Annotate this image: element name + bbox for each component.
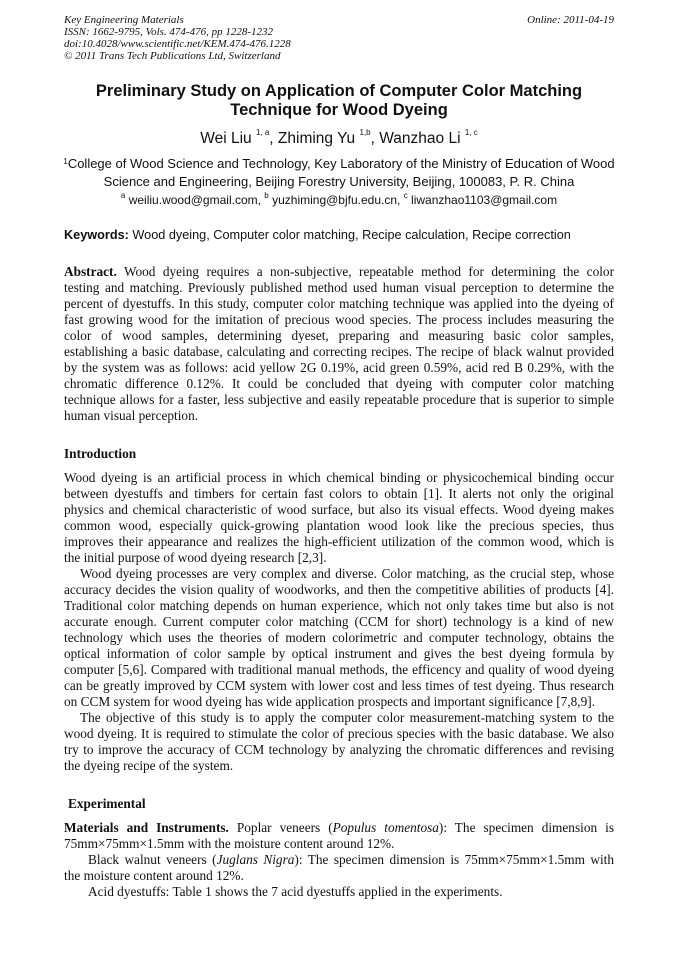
text-line [64,614,614,630]
introduction-body [64,470,614,774]
introduction-heading: Introduction [64,446,137,461]
email-sup: a [120,191,126,200]
aff-sup: 1 [63,157,68,166]
text-line [64,836,614,852]
text-run: ): The specimen dimension is [438,820,614,835]
text-line [64,312,614,328]
text-run: color of wood samples, determining dyeset, preparing and measuring basic color samples, [64,328,614,343]
text-line [64,376,614,392]
text-run: by the system was as follows: acid yellow 2G 0.19%, acid green 0.59%, acid red B 0.29%, with the [64,360,614,375]
text-line [64,598,614,614]
text-line [64,280,614,296]
italic-text: Populus tomentosa [332,820,439,835]
text-run: Wood dyeing is an artificial process in which chemical binding or physicochemical binding occur [64,470,614,485]
text-line [64,502,614,518]
text-line [64,742,614,758]
authors: Wei Liu $^{1, a}$, Zhiming Yu $^{1,b}$, Wanzhao Li $^{1, c}$ [200,128,478,147]
text-line [64,820,614,836]
text-run: establishing a basic database, calculating and correcting recipes. The recipe of black walnut provided [64,344,614,359]
aff-line: College of Wood Science and Technology, Key Laboratory of the Ministry of Education of Wood [67,156,615,171]
text-line [64,758,614,774]
text-run: physics and chemical characteristic of wood surface, but also its visual effects. Wood dyeing makes [64,502,614,517]
text-run: optical information of color sample by optical instrument and gives the best dyeing formula by [64,646,614,661]
text-line [64,486,614,502]
keywords [64,228,571,242]
text-line [64,884,614,900]
text-run: wood dyeing. It is required to stimulate the color of precious species with the basic database. We also [64,726,614,741]
text-run: chromatic difference 0.12%. It could be concluded that dyeing with computer color matching [64,376,614,391]
text-run: accuracy decides the vision quality of woodworks, and then the competitive abilities of products [4]. [64,582,614,597]
text-run: human visual perception. [64,408,199,423]
email-sup: c [403,191,408,200]
text-run: on CCM system for wood dyeing has wide application prospects and important significance [7,8,9]. [64,694,596,709]
italic-text: Juglans Nigra [216,852,295,867]
text-run: computer [5,6]. Compared with traditional manual methods, the efficency and quality of wood dyeing [64,662,614,677]
text-line [64,550,614,566]
text-run: between dyestuffs and timbers for certain fast colors to obtain [1]. It alerts not only the original [64,486,614,501]
text-run: Wood dyeing processes are very complex and diverse. Color matching, as the crucial step, whose [80,566,614,581]
abstract [64,264,614,424]
author-sup: 1, a [255,128,270,137]
author-name: Wanzhao Li [379,130,461,147]
text-line [64,662,614,678]
text-line [64,582,614,598]
text-run: common wood, especially quick-growing plantation wood look like the precious species, thus [64,518,614,533]
experimental-heading: Experimental [68,796,146,811]
running-header [64,14,291,62]
paper-title [40,82,638,120]
run-in-heading: Materials and Instruments. [64,820,229,835]
text-run: Poplar veneers ( [228,820,333,835]
text-run: Traditional color matching depends on human experience, which not only takes time but also is not [64,598,614,613]
author-sup: 1, c [464,128,478,137]
author-sup: 1,b [359,128,371,137]
text-run: Acid dyestuffs: Table 1 shows the 7 acid dyestuffs applied in the experiments. [88,884,503,899]
text-run: can be greatly improved by CCM system with lower cost and less times of test dyeing. Thus research [64,678,614,693]
text-run: 75mm×75mm×1.5mm with the moisture content around 12%. [64,836,395,851]
issn: ISSN: 1662-9795, Vols. 474-476, pp 1228-1232 [64,26,273,38]
text-run: the dyeing recipe of the system. [64,758,234,773]
text-run: the moisture content around 12%. [64,868,244,883]
email-link[interactable]: liwanzhao1103@gmail.com [411,193,558,207]
text-run: technique allows for a faster, less subjective and easily repeatable procedure that is superior to simple [64,392,614,407]
text-run: The objective of this study is to apply the computer color measurement-matching system to the [80,710,614,725]
text-line [64,852,614,868]
journal-name: Key Engineering Materials [64,14,184,26]
doi: doi:10.4028/www.scientific.net/KEM.474-476.1228 [64,38,291,50]
text-run: Wood dyeing requires a non-subjective, repeatable method for determining the color [116,264,614,279]
emails [40,193,638,207]
text-line [64,694,614,710]
text-run: percent of dyestuffs. In this study, computer color matching technique was applied into the dyeing of [64,296,614,311]
copyright: © 2011 Trans Tech Publications Ltd, Switzerland [64,50,281,62]
text-line [64,470,614,486]
email-link[interactable]: weiliu.wood@gmail.com, [128,193,261,207]
keywords-label: Keywords: [64,228,129,242]
text-run: the initial purpose of wood dyeing research [2,3]. [64,550,327,565]
author-name: Wei Liu [200,130,252,147]
keywords-text: Wood dyeing, Computer color matching, Recipe calculation, Recipe correction [132,228,571,242]
text-run: try to improve the accuracy of CCM technology by analyzing the chromatic differences and revising [64,742,614,757]
text-line [64,328,614,344]
text-line [64,630,614,646]
run-in-heading: Abstract. [64,264,117,279]
text-run: ): The specimen dimension is 75mm×75mm×1.5mm with [294,852,614,867]
title-line: Technique for Wood Dyeing [230,101,448,119]
text-line [64,646,614,662]
text-line [64,566,614,582]
text-line [64,726,614,742]
text-run: testing and matching. Previously published method used human visual perception to determine the [64,280,614,295]
online-date: Online: 2011-04-19 [527,14,614,26]
text-line [64,868,614,884]
email-link[interactable]: yuzhiming@bjfu.edu.cn, [272,193,401,207]
email-sup: b [264,191,269,200]
text-run: improves their appearance and realizes the high-efficient utilization of the common wood, which is [64,534,614,549]
text-run: fast growing wood for the imitation of precious wood species. The process includes measuring the [64,312,614,327]
text-line [64,518,614,534]
text-line [64,296,614,312]
affiliation [40,155,638,191]
title-line: Preliminary Study on Application of Computer Color Matching [95,82,583,100]
text-run: Black walnut veneers ( [88,852,217,867]
text-line [64,408,614,424]
text-line [64,264,614,280]
text-line [64,360,614,376]
text-line [64,392,614,408]
aff-line: Science and Engineering, Beijing Forestry University, Beijing, 100083, P. R. China [103,174,575,189]
text-run: technology which uses the theories of modern colorimetric and computer technology, obtains the [64,630,614,645]
text-line [64,678,614,694]
experimental-body [64,820,614,900]
text-run: accurate enough. Current computer color matching (CCM for short) technology is a kind of new [64,614,614,629]
text-line [64,344,614,360]
text-line [64,534,614,550]
text-line [64,710,614,726]
author-name: Zhiming Yu [277,130,356,147]
